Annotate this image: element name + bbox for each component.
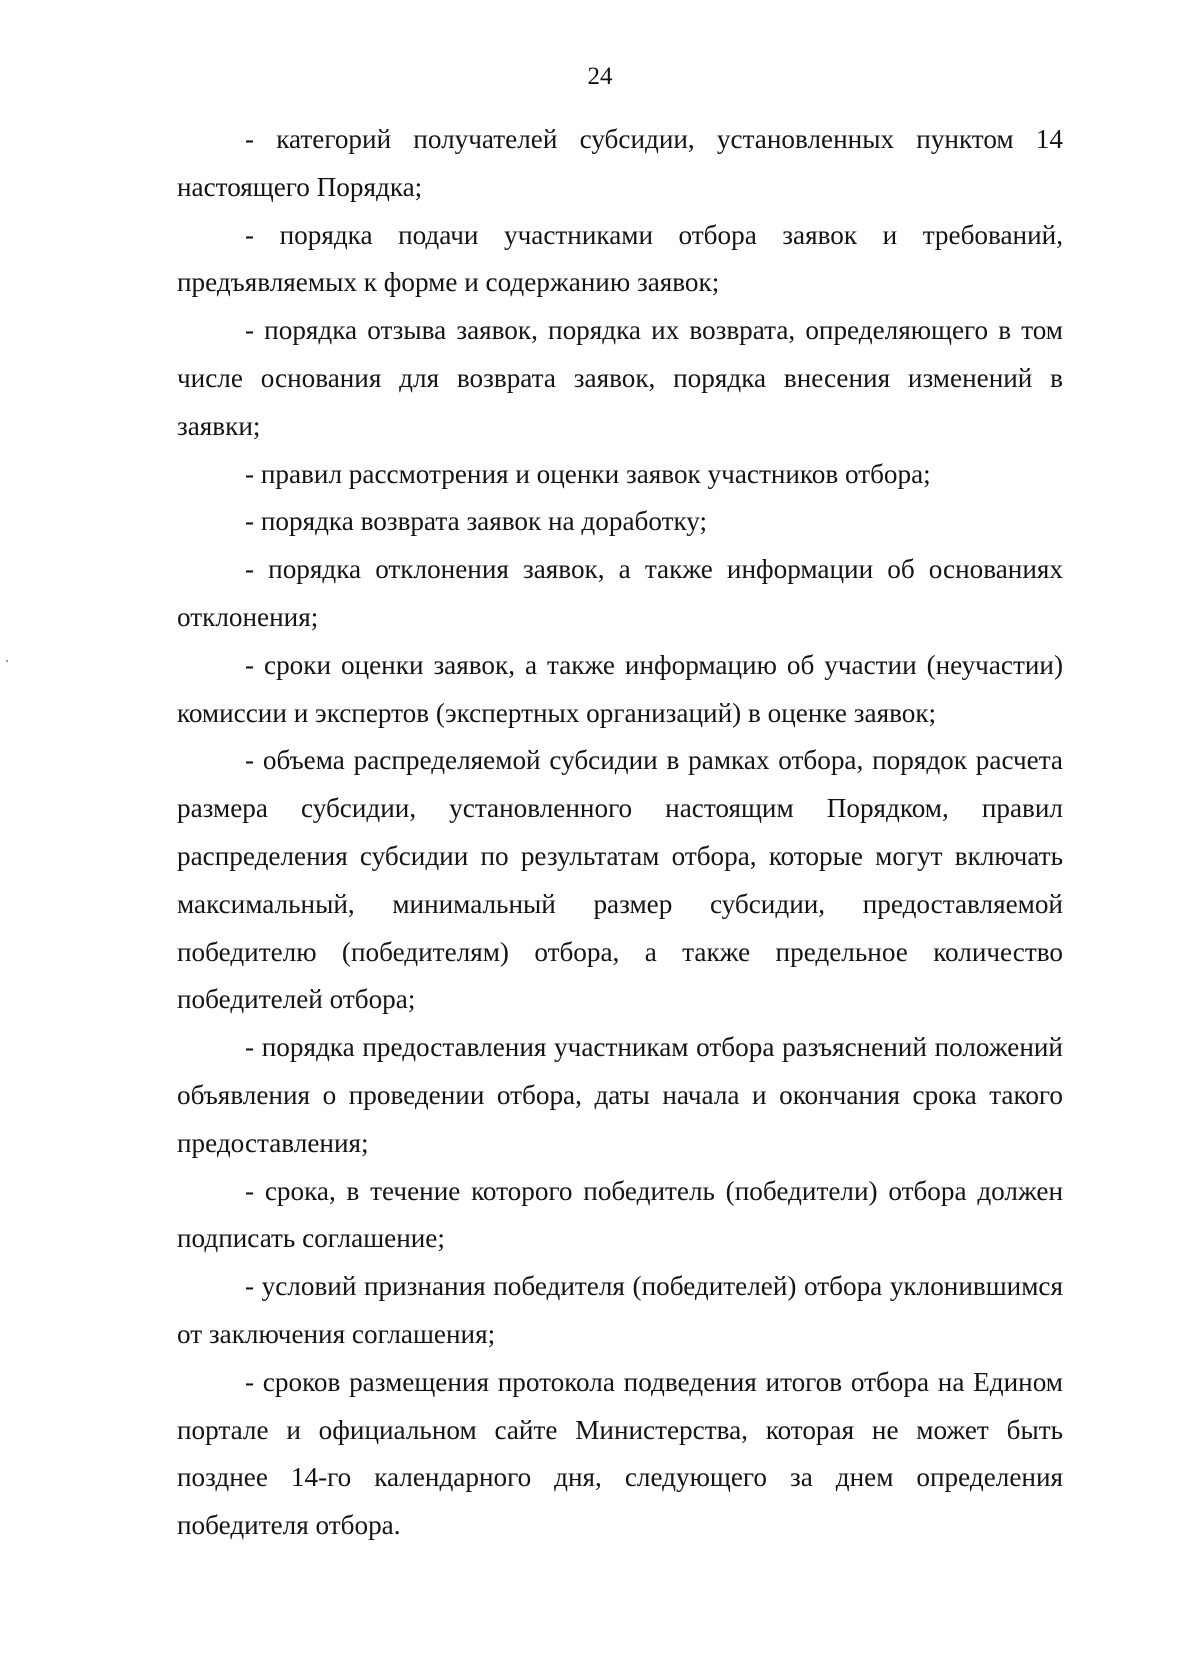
list-item: - порядка возврата заявок на доработку; (245, 506, 708, 537)
list-item: - объема распределяемой субсидии в рамках отбора, порядок расчета размера субсидии, установленного настоящим Порядком, правил распределения субсидии по результатам отбора, которые могут включать максимальный, минимальный размер субсидии, предоставляемой победителю (победителям) отбора, а также предельное количество победителей отбора; (177, 745, 1063, 1015)
list-item: - условий признания победителя (победителей) отбора уклонившимся от заключения соглашения; (177, 1271, 1063, 1349)
list-item: - сроков размещения протокола подведения итогов отбора на Едином портале и официальном сайте Министерства, которая не может быть позднее 14-го календарного дня, следующего за днем определения победителя отбора. (177, 1366, 1063, 1541)
list-item: - сроки оценки заявок, а также информацию об участии (неучастии) комиссии и экспертов (экспертных организаций) в оценке заявок; (177, 649, 1063, 728)
page-number: 24 (587, 63, 613, 90)
scan-artifact (6, 660, 8, 662)
list-item: - срока, в течение которого победитель (победители) отбора должен подписать соглашение; (177, 1175, 1063, 1254)
list-item: - порядка отзыва заявок, порядка их возврата, определяющего в том числе основания для возврата заявок, порядка внесения изменений в заявки; (177, 315, 1063, 441)
list-item: - порядка подачи участниками отбора заявок и требований, предъявляемых к форме и содержанию заявок; (177, 219, 1063, 298)
list-item: - категорий получателей субсидии, установленных пунктом 14 настоящего Порядка; (177, 124, 1063, 202)
list-item: - порядка предоставления участникам отбора разъяснений положений объявления о проведении отбора, даты начала и окончания срока такого предоставления; (177, 1032, 1063, 1158)
document-body (177, 116, 1063, 1550)
list-item: - правил рассмотрения и оценки заявок участников отбора; (245, 458, 931, 489)
list-item: - порядка отклонения заявок, а также информации об основаниях отклонения; (177, 554, 1063, 632)
